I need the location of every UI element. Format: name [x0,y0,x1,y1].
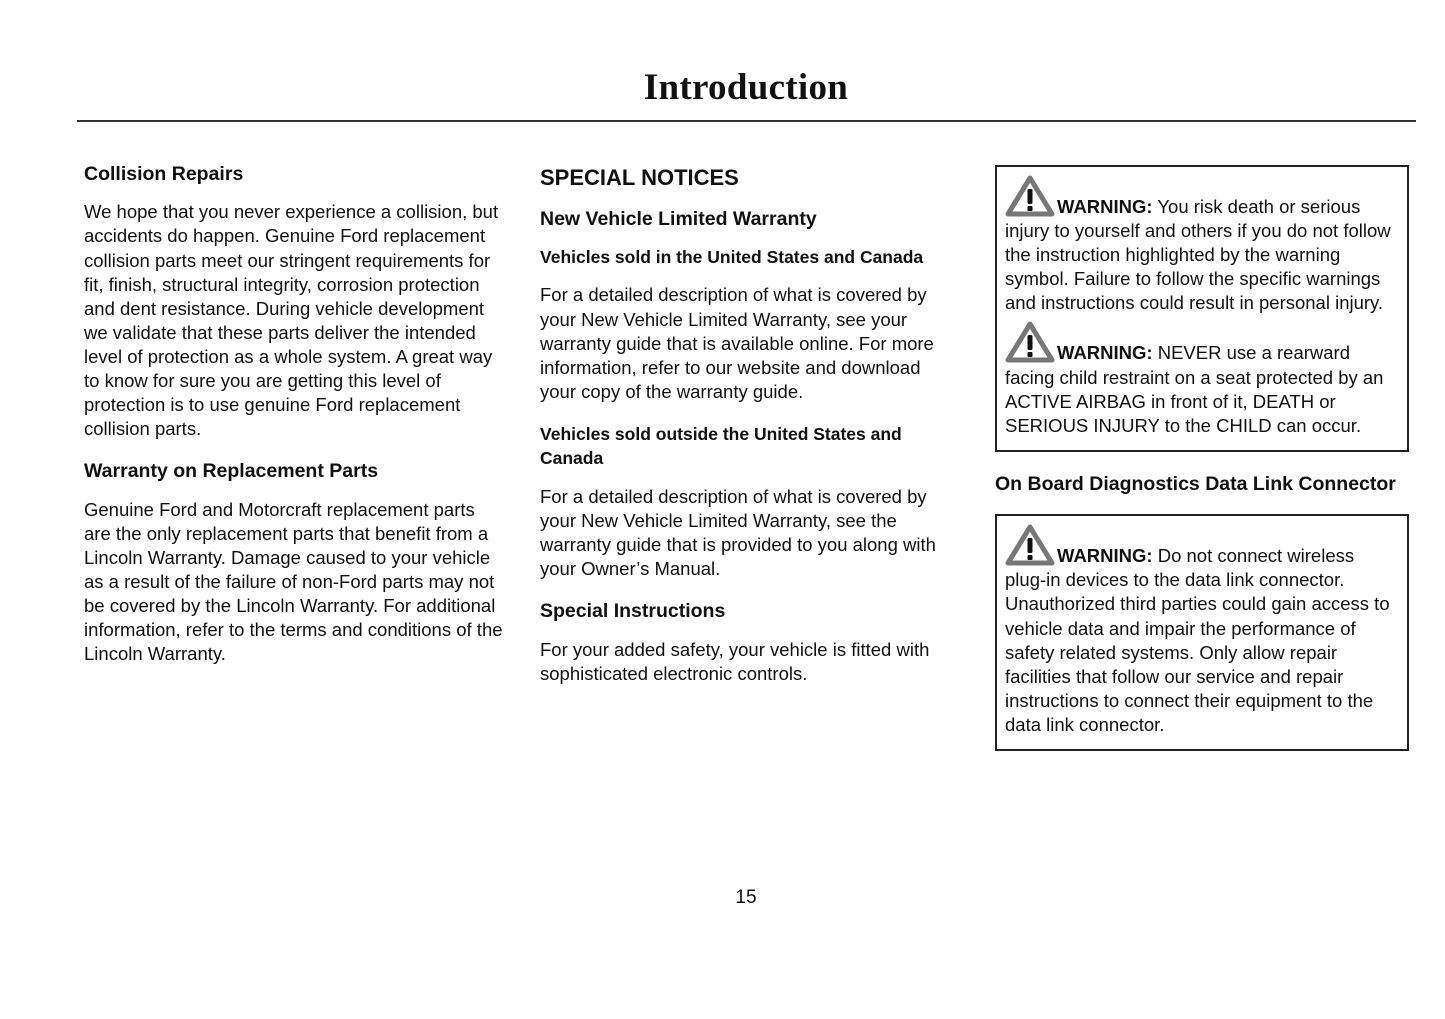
new-vehicle-warranty-heading: New Vehicle Limited Warranty [540,207,817,230]
warning-airbag [1005,321,1399,437]
title-divider [77,120,1416,122]
warranty-replacement-parts-heading: Warranty on Replacement Parts [84,460,379,483]
page-number: 15 [735,887,757,908]
middle-column [540,162,960,704]
warning-box-obd [995,514,1409,751]
warning-triangle-icon [1005,175,1055,217]
special-notices-heading: SPECIAL NOTICES [540,165,739,190]
warning-text: Do not connect wireless plug-in devices to the data link connector. Unauthorized third parties could gain access to vehicle data and impair the performance of safety related systems. Only allow repair facilities that follow our service and repair instructions to connect their equipment to the data link connector. [1005,545,1390,735]
new-vehicle-warranty-section [540,207,960,582]
warning-label: WARNING: [1057,545,1153,567]
warranty-replacement-parts-section [84,459,504,666]
warning-text: NEVER use a rearward facing child restraint on a seat protected by an ACTIVE AIRBAG in front of it, DEATH or SERIOUS INJURY to the CHILD can occur. [1005,342,1384,436]
special-instructions-heading: Special Instructions [540,600,726,623]
warning-general [1005,175,1399,315]
warning-box-general [995,165,1409,452]
collision-repairs-heading: Collision Repairs [84,163,244,185]
collision-repairs-body: We hope that you never experience a collision, but accidents do happen. Genuine Ford replacement collision parts meet our stringent requirements for fit, finish, structural integrity, corrosion protection and dent resistance. During vehicle development we validate that these parts deliver the intended level of protection as a whole system. A great way to know for sure you are getting this level of protection is to use genuine Ford replacement collision parts. [84,201,499,440]
warning-triangle-icon [1005,524,1055,566]
us-canada-body: For a detailed description of what is covered by your New Vehicle Limited Warranty, see your warranty guide that is available online. For more information, refer to our website and download your copy of the warranty guide. [540,284,934,402]
special-instructions-body: For your added safety, your vehicle is fitted with sophisticated electronic controls. [540,638,930,684]
right-column [995,165,1409,771]
warranty-replacement-parts-body: Genuine Ford and Motorcraft replacement parts are the only replacement parts that benefit from a Lincoln Warranty. Damage caused to your vehicle as a result of the failure of non-Ford parts may not be covered by the Lincoln Warranty. For additional information, refer to the terms and conditions of the Lincoln Warranty. [84,498,503,665]
obd-heading: On Board Diagnostics Data Link Connector [995,472,1396,495]
warning-obd [1005,524,1399,737]
special-instructions-section [540,599,960,686]
outside-us-canada-body: For a detailed description of what is covered by your New Vehicle Limited Warranty, see the warranty guide that is provided to you along with your Owner’s Manual. [540,485,936,580]
page-title: Introduction [643,67,849,108]
warning-label: WARNING: [1057,342,1153,364]
warning-triangle-icon [1005,321,1055,363]
outside-us-canada-heading: Vehicles sold outside the United States and Canada [540,423,902,469]
warning-text: You risk death or serious injury to yourself and others if you do not follow the instruction highlighted by the warning symbol. Failure to follow the specific warnings and instructions could result in personal injury. [1005,196,1391,314]
collision-repairs-section [84,162,504,441]
obd-section [995,472,1409,751]
warning-label: WARNING: [1057,196,1153,217]
us-canada-heading: Vehicles sold in the United States and Canada [540,246,924,267]
left-column [84,162,504,684]
